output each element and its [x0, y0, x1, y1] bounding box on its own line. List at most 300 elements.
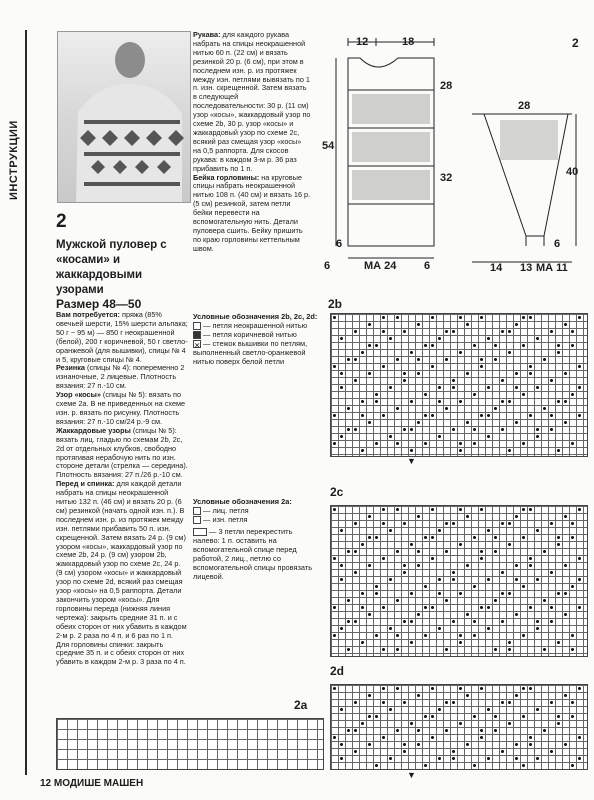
stitch-dot [529, 687, 532, 690]
stitch-dot [417, 372, 420, 375]
paragraph-materials: Вам потребуется: пряжа (85% овечьей шерсти, 15% шерсти альпака; 50 г ~ 95 м) — 850 г неокрашенной (белой), 200 г коричневой, 50 г светло-оранжевой (для вышивки), спицы № 4 и 5, круговые спицы № 4. [56, 310, 188, 364]
stitch-dot [536, 529, 539, 532]
stitch-dot [536, 627, 539, 630]
stitch-dot [480, 550, 483, 553]
stitch-dot [410, 592, 413, 595]
stitch-dot [452, 701, 455, 704]
stitch-dot [487, 386, 490, 389]
stitch-dot [417, 743, 420, 746]
size-line: Размер 48—50 [56, 297, 142, 311]
chart-2b-grid [330, 313, 588, 457]
stitch-dot [550, 606, 553, 609]
stitch-dot [536, 757, 539, 760]
dim-label: 6 [424, 260, 431, 272]
stitch-dot [361, 351, 364, 354]
side-label: ИНСТРУКЦИИ [8, 120, 20, 200]
dim-label: 28 [518, 100, 531, 112]
stitch-dot [487, 435, 490, 438]
stitch-dot [361, 414, 364, 417]
dim-label: 6 [324, 260, 331, 272]
stitch-dot [564, 400, 567, 403]
stitch-dot [452, 386, 455, 389]
stitch-dot [501, 592, 504, 595]
stitch-dot [396, 599, 399, 602]
stitch-dot [368, 515, 371, 518]
stitch-dot [361, 641, 364, 644]
stitch-dot [459, 641, 462, 644]
stitch-dot [487, 627, 490, 630]
stitch-dot [396, 648, 399, 651]
stitch-dot [459, 543, 462, 546]
stitch-dot [522, 687, 525, 690]
stitch-dot [361, 543, 364, 546]
stitch-dot [550, 414, 553, 417]
stitch-dot [571, 715, 574, 718]
stitch-dot [571, 522, 574, 525]
stitch-dot [515, 613, 518, 616]
garment-schematic [322, 30, 586, 300]
stitch-dot [550, 571, 553, 574]
stitch-dot [543, 729, 546, 732]
stitch-dot [522, 344, 525, 347]
stitch-dot [347, 428, 350, 431]
stitch-dot [557, 449, 560, 452]
stitch-dot [410, 543, 413, 546]
legend-2b-title: Условные обозначения 2b, 2c, 2d: [193, 312, 318, 321]
stitch-dot [452, 379, 455, 382]
sweater-photo-illustration [58, 32, 190, 202]
stitch-dot [508, 648, 511, 651]
stitch-dot [466, 372, 469, 375]
stitch-dot [452, 620, 455, 623]
stitch-dot [354, 620, 357, 623]
stitch-dot [543, 407, 546, 410]
stitch-dot [494, 536, 497, 539]
stitch-dot [494, 599, 497, 602]
stitch-dot [536, 435, 539, 438]
stitch-dot [578, 757, 581, 760]
stitch-dot [445, 599, 448, 602]
stitch-dot [578, 578, 581, 581]
stitch-dot [578, 316, 581, 319]
stitch-dot [571, 536, 574, 539]
dim-label: 18 [402, 36, 415, 48]
stitch-dot [557, 344, 560, 347]
stitch-dot [564, 372, 567, 375]
stitch-dot [452, 757, 455, 760]
stitch-dot [571, 764, 574, 767]
stitch-dot [417, 729, 420, 732]
stitch-dot [417, 323, 420, 326]
stitch-dot [347, 550, 350, 553]
stitch-dot [389, 627, 392, 630]
stitch-dot [473, 634, 476, 637]
stitch-dot [424, 393, 427, 396]
stitch-dot [361, 722, 364, 725]
stitch-dot [452, 522, 455, 525]
paragraph-neckband: Бейка горловины: на круговые спицы набрать неокрашенной нитью 108 п. (40 см) и вязать 16 р. (5 см) резинкой, затем петли бейки перевести на вспомогательную нить. Детали пуловера сшить. Бейку пришить по краю горловины кеттельным швом. [193, 172, 311, 253]
cable-cross-icon [193, 528, 207, 536]
stitch-dot [354, 522, 357, 525]
stitch-dot [382, 701, 385, 704]
stitch-dot [536, 386, 539, 389]
stitch-dot [529, 316, 532, 319]
legend-item: — изн. петля [193, 515, 321, 524]
stitch-dot [522, 634, 525, 637]
stitch-dot [459, 442, 462, 445]
stitch-dot [466, 694, 469, 697]
stitch-dot [424, 764, 427, 767]
model-photo [57, 31, 191, 203]
stitch-dot [466, 515, 469, 518]
stitch-dot [466, 323, 469, 326]
stitch-dot [515, 372, 518, 375]
stitch-dot [354, 379, 357, 382]
stitch-dot [452, 330, 455, 333]
stitch-dot [445, 522, 448, 525]
stitch-dot [354, 750, 357, 753]
stitch-dot [487, 757, 490, 760]
stitch-dot [578, 736, 581, 739]
stitch-dot [410, 351, 413, 354]
stitch-dot [557, 641, 560, 644]
stitch-dot [543, 550, 546, 553]
stitch-dot [340, 743, 343, 746]
dim-label: 6 [554, 238, 561, 250]
stitch-dot [403, 620, 406, 623]
stitch-dot [564, 694, 567, 697]
stitch-dot [382, 414, 385, 417]
stitch-dot [480, 365, 483, 368]
stitch-dot [445, 330, 448, 333]
stitch-dot [557, 592, 560, 595]
dim-label: 6 [336, 238, 343, 250]
dim-label: 28 [440, 80, 453, 92]
side-rule [25, 30, 27, 775]
stitch-dot [368, 344, 371, 347]
stitch-dot [340, 386, 343, 389]
dim-label: 32 [440, 172, 453, 184]
stitch-dot [452, 428, 455, 431]
stitch-dot [417, 613, 420, 616]
stitch-dot [396, 687, 399, 690]
stitch-dot [333, 508, 336, 511]
stitch-dot [403, 379, 406, 382]
stitch-dot [459, 592, 462, 595]
stitch-dot [382, 557, 385, 560]
stitch-dot [396, 442, 399, 445]
stitch-dot [501, 571, 504, 574]
stitch-dot [522, 715, 525, 718]
stitch-dot [473, 764, 476, 767]
stitch-dot [578, 386, 581, 389]
stitch-dot [571, 634, 574, 637]
stitch-dot [529, 564, 532, 567]
stitch-dot [333, 736, 336, 739]
stitch-dot [375, 634, 378, 637]
paragraph-front-back: Перед и спинка: для каждой детали набрать на спицы неокрашенной нитью 132 п. (46 см) и вязать 20 р. (6 см) резинкой (начать одной изн. п.). В последнем изн. р. из протяжек между изн. петлями прибавить 50 п. изн. скрещенной. Затем вязать 24 р. (9 см) узором «косы», жаккардовый узор по схеме 2b, 24 р. (9 см) узором 2b, жаккардовый узор по схеме 2c, 24 р. (9 см) узором «косы» и жаккардовый узор по схеме 2d, всякий раз смещая узор «косы» на 0,5 раппорта. Детали закончить узором «косы». Для горловины переда (нижняя линия чертежа): закрыть средние 31 п. и с обеих сторон от них убавить в каждом 2-м р. 2 раза по 4 п. и 6 раз по 1 п. Для горловины спинки: закрыть средние 35 п. и с обеих сторон от них убавить в каждом 2-м р. 3 раза по 4 п. [56, 479, 187, 667]
stitch-dot [571, 701, 574, 704]
stitch-dot [550, 379, 553, 382]
stitch-dot [487, 529, 490, 532]
stitch-dot [501, 400, 504, 403]
stitch-dot [571, 393, 574, 396]
stitch-dot [403, 428, 406, 431]
stitch-dot [424, 585, 427, 588]
stitch-dot [571, 648, 574, 651]
stitch-dot [529, 414, 532, 417]
stitch-dot [494, 344, 497, 347]
chart-2d-grid [330, 684, 588, 770]
stitch-dot [340, 372, 343, 375]
stitch-dot [375, 442, 378, 445]
stitch-dot [529, 606, 532, 609]
stitch-dot [564, 592, 567, 595]
dark-square-icon [193, 331, 201, 339]
stitch-dot [508, 351, 511, 354]
dim-label: 54 [322, 140, 335, 152]
stitch-dot [347, 648, 350, 651]
stitch-dot [438, 386, 441, 389]
stitch-dot [424, 344, 427, 347]
stitch-dot [501, 428, 504, 431]
dim-label: 14 [490, 262, 503, 274]
dim-label: 40 [566, 166, 579, 178]
stitch-dot [501, 620, 504, 623]
stitch-dot [473, 536, 476, 539]
stitch-dot [403, 750, 406, 753]
stitch-dot [564, 323, 567, 326]
stitch-dot [487, 708, 490, 711]
stitch-dot [571, 330, 574, 333]
stitch-dot [389, 757, 392, 760]
stitch-dot [403, 522, 406, 525]
stitch-dot [382, 316, 385, 319]
stitch-dot [403, 330, 406, 333]
stitch-dot [473, 620, 476, 623]
chart-2a-grid [56, 718, 324, 770]
stitch-dot [529, 365, 532, 368]
stitch-dot [375, 536, 378, 539]
stitch-dot [529, 736, 532, 739]
stitch-dot [389, 435, 392, 438]
stitch-dot [515, 578, 518, 581]
stitch-dot [536, 620, 539, 623]
stitch-dot [508, 522, 511, 525]
dim-label: МА 24 [364, 260, 397, 272]
stitch-dot [480, 316, 483, 319]
stitch-dot [564, 743, 567, 746]
dim-label: МА 11 [536, 262, 568, 274]
stitch-dot [375, 393, 378, 396]
stitch-dot [473, 344, 476, 347]
stitch-dot [571, 344, 574, 347]
stitch-dot [494, 715, 497, 718]
stitch-dot [543, 358, 546, 361]
stitch-dot [550, 620, 553, 623]
stitch-dot [515, 757, 518, 760]
stitch-dot [354, 701, 357, 704]
stitch-dot [354, 358, 357, 361]
stitch-dot [445, 550, 448, 553]
stitch-dot [459, 687, 462, 690]
stitch-dot [333, 634, 336, 637]
stitch-dot [578, 557, 581, 560]
stitch-dot [333, 687, 336, 690]
stitch-dot [459, 351, 462, 354]
legend-item: — петля неокрашенной нитью [193, 321, 321, 330]
stitch-dot [578, 606, 581, 609]
stitch-dot [557, 536, 560, 539]
stitch-dot [564, 515, 567, 518]
stitch-dot [417, 564, 420, 567]
stitch-dot [550, 701, 553, 704]
stitch-dot [508, 400, 511, 403]
stitch-dot [347, 729, 350, 732]
stitch-dot [354, 428, 357, 431]
stitch-dot [445, 648, 448, 651]
page-footer: 12 МОДИШЕ МАШЕН [40, 778, 144, 789]
stitch-dot [382, 606, 385, 609]
stitch-dot [536, 428, 539, 431]
stitch-dot [375, 592, 378, 595]
stitch-dot [487, 578, 490, 581]
stitch-dot [403, 701, 406, 704]
stitch-dot [452, 750, 455, 753]
stitch-dot [368, 536, 371, 539]
stitch-dot [354, 550, 357, 553]
stitch-dot [333, 606, 336, 609]
stitch-dot [578, 414, 581, 417]
cross-square-icon: ✕ [194, 341, 201, 351]
instructions-left-column [56, 311, 188, 667]
schematic-label: 2 [572, 36, 579, 50]
stitch-dot [368, 372, 371, 375]
square-icon [193, 507, 201, 515]
stitch-dot [459, 449, 462, 452]
stitch-dot [515, 694, 518, 697]
stitch-dot [508, 592, 511, 595]
paragraph-cables: Узор «косы» (спицы № 5): вязать по схеме 2а. В не приведенных на схеме изн. р. вязать по рисунку. Плотность вязания: 27 п.-10 см/24 р.-9 см. [56, 390, 186, 426]
stitch-dot [480, 687, 483, 690]
stitch-dot [445, 358, 448, 361]
stitch-dot [522, 508, 525, 511]
legend-2a-title: Условные обозначения 2а: [193, 497, 292, 506]
stitch-dot [410, 722, 413, 725]
stitch-dot [389, 578, 392, 581]
stitch-dot [389, 337, 392, 340]
stitch-dot [396, 316, 399, 319]
stitch-dot [501, 522, 504, 525]
stitch-dot [389, 529, 392, 532]
stitch-dot [578, 365, 581, 368]
instructions-mid-column [193, 31, 311, 254]
stitch-dot [438, 627, 441, 630]
stitch-dot [529, 557, 532, 560]
stitch-dot [522, 393, 525, 396]
stitch-dot [347, 599, 350, 602]
stitch-dot [508, 701, 511, 704]
stitch-dot [529, 372, 532, 375]
stitch-dot [494, 407, 497, 410]
legend-item: — лиц. петля [193, 506, 321, 515]
stitch-dot [431, 557, 434, 560]
stitch-dot [431, 344, 434, 347]
stitch-dot [410, 428, 413, 431]
stitch-dot [438, 435, 441, 438]
stitch-dot [445, 407, 448, 410]
stitch-dot [431, 365, 434, 368]
stitch-dot [529, 508, 532, 511]
stitch-dot [375, 715, 378, 718]
stitch-dot [536, 578, 539, 581]
stitch-dot [480, 358, 483, 361]
stitch-dot [494, 550, 497, 553]
stitch-dot [382, 365, 385, 368]
stitch-dot [459, 400, 462, 403]
stitch-dot [354, 571, 357, 574]
section-tab [4, 112, 24, 208]
stitch-dot [522, 585, 525, 588]
stitch-dot [396, 358, 399, 361]
stitch-dot [466, 421, 469, 424]
stitch-dot [487, 606, 490, 609]
stitch-dot [438, 529, 441, 532]
stitch-dot [536, 337, 539, 340]
stitch-dot [375, 344, 378, 347]
stitch-dot [487, 337, 490, 340]
stitch-dot [438, 757, 441, 760]
legend-item: — петля коричневой нитью [193, 330, 321, 339]
dim-label: 13 [520, 262, 533, 274]
stitch-dot [333, 365, 336, 368]
stitch-dot [354, 729, 357, 732]
stitch-dot [557, 722, 560, 725]
model-number: 2 [56, 211, 67, 232]
stitch-dot [382, 736, 385, 739]
stitch-dot [515, 421, 518, 424]
stitch-dot [501, 750, 504, 753]
stitch-dot [368, 613, 371, 616]
stitch-dot [459, 634, 462, 637]
stitch-dot [340, 564, 343, 567]
stitch-dot [578, 508, 581, 511]
stitch-dot [431, 414, 434, 417]
model-title: Мужской пуловер с «косами» и жаккардовыми узорами [56, 239, 167, 296]
stitch-dot [424, 442, 427, 445]
stitch-dot [473, 393, 476, 396]
stitch-dot [403, 564, 406, 567]
stitch-dot [452, 578, 455, 581]
stitch-dot [501, 701, 504, 704]
legend-item: ✕ — стежок вышивки по петлям, выполненный светло-оранжевой нитью поверх белой петли [193, 339, 308, 367]
stitch-dot [382, 687, 385, 690]
stitch-dot [459, 722, 462, 725]
stitch-dot [424, 715, 427, 718]
stitch-dot [564, 564, 567, 567]
stitch-dot [417, 550, 420, 553]
stitch-dot [417, 421, 420, 424]
stitch-dot [333, 316, 336, 319]
stitch-dot [354, 330, 357, 333]
stitch-dot [431, 606, 434, 609]
stitch-dot [375, 585, 378, 588]
stitch-dot [333, 557, 336, 560]
stitch-dot [361, 606, 364, 609]
chart-2c-label: 2c [330, 485, 344, 499]
stitch-dot [487, 414, 490, 417]
stitch-dot [508, 543, 511, 546]
